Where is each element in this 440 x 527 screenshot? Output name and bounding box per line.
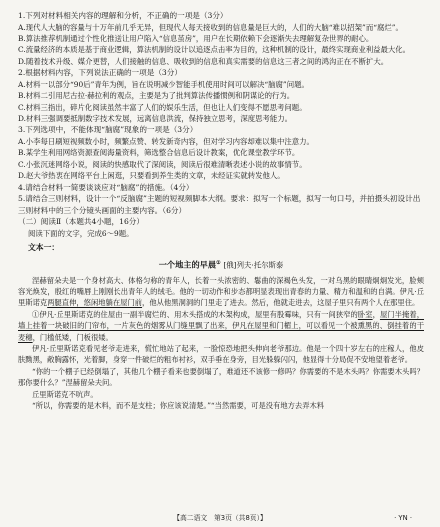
text-run: ， [372, 309, 380, 319]
question-option: A.小李每日刷短视频数小时，频繁点赞、转发新奇内容，但对学习内容却难以集中注意力。 [18, 137, 314, 147]
question-option: B.某学生利用网络资源查阅海量资料，筛选整合信息后设计教案，优化课堂教学环节。 [18, 148, 300, 158]
text-run: “所以，你需要的是木料，而不是支柱；你应该说清楚。”“当然需要，可是没有地方去弄木料 [32, 401, 325, 411]
article-paragraph [18, 309, 424, 343]
page-footer: 【高二语文 第3页（共8页）】 [173, 514, 267, 522]
text-run: “你的一个棚子已经倒塌了，其他几个棚子看来也要倒塌了，难道还不该修一修吗？你需要的不是木头吗？你需要木头吗？那你要什么？”涅赫留朵夫问。 [18, 366, 424, 388]
question-stem: 5.请结合三则材料，设计一个“反脑腐”主题的短视频脚本大纲。要求：拟写一个标题，拟写一句口号，并拍摄头初设计出三则材料中的三个分镜头画面的主要内容。（6分） [18, 194, 421, 215]
question-stem: 1.下列对材料相关内容的理解和分析，不正确的一项是（3分） [18, 11, 228, 20]
question-block [18, 193, 424, 216]
question-block [18, 10, 424, 67]
article-paragraph [18, 389, 424, 400]
question-stem: 4.请结合材料一简要谈谈应对“脑腐”的措施。（4分） [18, 182, 194, 192]
question-option: B.材料二引用尼古拉·赫拉利的观点，主要是为了批判算法传播惯例和阴谋论的行为。 [18, 91, 295, 101]
underlined-passage: 卧室 [357, 309, 373, 319]
question-option: D.随着技术升级、媒介更替，人们接触的信息、吸收到的信息和真实需要的信息这三者之间的鸿沟正在不断扩大。 [18, 56, 389, 66]
text-label: 文本一： [28, 242, 60, 252]
title-footnote-mark: ① [216, 259, 221, 266]
question-option: C.流量经济的本质是基于商业逻辑，算法机制的设计以追逐点击率为目的，这种机制的设计，最终实现商业利益最大化。 [18, 45, 411, 55]
question-option: C.小张沉迷网络小说，阅读的快感取代了深阅读，阅读后很难清晰表述小说的故事情节。 [18, 159, 307, 169]
question-option: A.材料一以部分“90后”青年为例，旨在说明减少智能手机使用时间可以解决“脑腐”问题。 [18, 79, 309, 89]
section-heading: （二）阅读Ⅱ（本题共4小题，16分） [18, 217, 144, 227]
question-stem: 3.下列选项中，不能体现“脑腐”现象的一项是（3分） [18, 125, 198, 135]
question-block [18, 124, 424, 181]
article-paragraph [18, 400, 424, 411]
underlined-passage: 两腿直伸，悠闲地躺在屋门前 [47, 298, 143, 308]
article-paragraph [18, 275, 424, 309]
article-paragraph [18, 343, 424, 366]
article-title-text: 一个地主的早晨 [158, 259, 217, 270]
question-option: C.材料三指出，碎片化阅读虽然丰富了人们的娱乐生活，但也让人们变得不愿思考问题。 [18, 102, 307, 112]
article-author: [俄]列夫·托尔斯泰 [223, 260, 284, 270]
question-option: D.赵大爷热衷在网络平台上闲逛，只要看到养生类的文章，未经证实就转发他人。 [18, 171, 285, 181]
question-block [18, 67, 424, 124]
article-paragraph [18, 366, 424, 389]
text-run: 丘里斯诺克不吭声。 [32, 389, 98, 399]
question-block [18, 182, 424, 194]
text-run: ①伊凡·丘里斯诺克的住屋由一副半腐烂的、用木头搭成的木架构成，屋里有股霉味，只有一间狭窄的 [32, 309, 358, 319]
question-stem: 2.根据材料内容，下列说法正确的一项是（3分） [18, 68, 182, 78]
question-option: A.现代人大脑的容量与十万年前几乎无异，但现代人每天接收到的信息量是巨大的，人们的大脑“难以招架”而“腐烂”。 [18, 22, 403, 32]
question-list [18, 10, 424, 216]
text-run: ，门槛低矮，门板很矮。 [32, 332, 113, 342]
question-option: B.算法推荐机制通过个性化推送让用户陷入“信息茧房”，用户在长期依赖下会逐渐失去理解复杂世界的耐心。 [18, 34, 374, 43]
article-title [18, 256, 424, 273]
text-run: ，他从他黑洞洞的门里走了进去。然后，他就走进去，这屋子里只有两个人在那里住。 [142, 298, 420, 308]
article-body [18, 275, 424, 412]
section-instruction: 阅读下面的文字，完成6～9题。 [28, 229, 134, 239]
question-option: D.材料三强调要抵制数字技术发展，远离信息洪流，保持独立思考，深度思考能力。 [18, 114, 293, 124]
text-run: 涅赫留朵夫是一个身材高大、体格匀称的青年人，长着一头浓密的、鬈曲的深褐色头发，一对乌黑的眼睛炯炯发光，脸颊容光焕发，殷红的嘴唇上刚刚长出青年人的绒毛。他的一切动作和步态都明显表现出青春的力量、精力和温和的自满。伊凡·丘里斯诺克 [18, 275, 424, 308]
underlined-passage: 屋门半掩着，墙上挂着一块破旧的门帘布，一片灰色的烟雾从门缝里飘了出来，伊凡在屋里和门楣上，可以看见一个被熏黑的、倒挂着的干麦穗 [18, 309, 425, 342]
footer-code: · YN · [394, 514, 412, 522]
reading-section [18, 216, 424, 411]
text-run: 伊凡·丘里斯诺克看见老爷走进来，慌忙地站了起来，一脸惊恐地把头伸向老爷那边。他是一个四十岁左右的庄稼人，他皮肤黝黑，敞胸露怀，光着脚，身穿一件破烂的粗布衬衫，双手垂在身旁，目光躲躲闪闪，他显得十分局促不安地望着老爷。 [18, 344, 424, 365]
